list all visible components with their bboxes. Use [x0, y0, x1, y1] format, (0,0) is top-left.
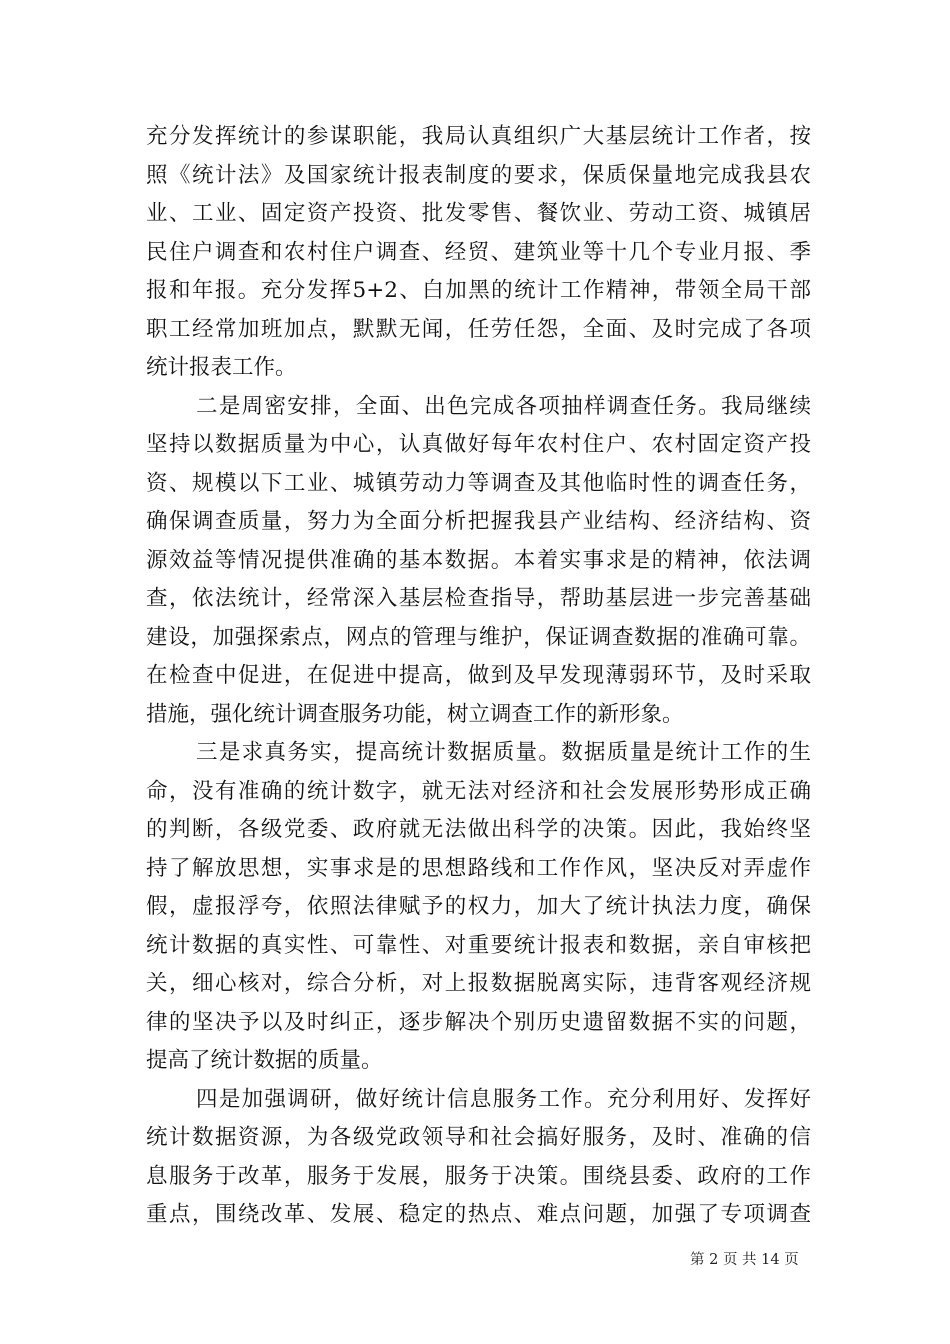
text-line: 三是求真务实，提高统计数据质量。数据质量是统计工作的生	[196, 740, 811, 765]
text-line: 息服务于改革，服务于发展，服务于决策。围绕县委、政府的工作	[146, 1163, 811, 1189]
text-line: 持了解放思想，实事求是的思想路线和工作作风，坚决反对弄虚作	[146, 855, 811, 881]
text-line: 四是加强调研，做好统计信息服务工作。充分利用好、发挥好	[196, 1086, 811, 1112]
text-line: 报和年报。充分发挥5+2、白加黑的统计工作精神，带领全局干部	[146, 278, 811, 303]
text-line: 查，依法统计，经常深入基层检查指导，帮助基层进一步完善基础	[146, 586, 811, 611]
text-line: 措施，强化统计调查服务功能，树立调查工作的新形象。	[146, 701, 684, 727]
text-line: 建设，加强探索点，网点的管理与维护，保证调查数据的准确可靠。	[146, 624, 811, 650]
text-line: 照《统计法》及国家统计报表制度的要求，保质保量地完成我县农	[146, 162, 811, 188]
text-line: 统计报表工作。	[146, 355, 297, 380]
text-line: 统计数据的真实性、可靠性、对重要统计报表和数据，亲自审核把	[146, 932, 811, 958]
text-line: 二是周密安排，全面、出色完成各项抽样调查任务。我局继续	[196, 393, 811, 419]
text-line: 坚持以数据质量为中心，认真做好每年农村住户、农村固定资产投	[146, 432, 811, 457]
text-line: 关，细心核对，综合分析，对上报数据脱离实际，违背客观经济规	[146, 971, 811, 996]
text-line: 重点，围绕改革、发展、稳定的热点、难点问题，加强了专项调查	[146, 1202, 811, 1227]
document-body	[146, 118, 811, 1235]
page-number: 第 2 页 共 14 页	[690, 1252, 799, 1268]
text-line: 业、工业、固定资产投资、批发零售、餐饮业、劳动工资、城镇居	[146, 201, 811, 226]
text-line: 确保调查质量，努力为全面分析把握我县产业结构、经济结构、资	[146, 509, 811, 534]
text-line: 资、规模以下工业、城镇劳动力等调查及其他临时性的调查任务，	[146, 470, 811, 496]
text-line: 源效益等情况提供准确的基本数据。本着实事求是的精神，依法调	[146, 547, 811, 573]
text-line: 提高了统计数据的质量。	[146, 1048, 383, 1073]
text-line: 假，虚报浮夸，依照法律赋予的权力，加大了统计执法力度，确保	[146, 894, 811, 919]
text-line: 在检查中促进，在促进中提高，做到及早发现薄弱环节，及时采取	[146, 663, 811, 688]
text-line: 统计数据资源，为各级党政领导和社会搞好服务，及时、准确的信	[146, 1125, 811, 1150]
text-line: 的判断，各级党委、政府就无法做出科学的决策。因此，我始终坚	[146, 817, 811, 842]
text-line: 民住户调查和农村住户调查、经贸、建筑业等十几个专业月报、季	[146, 239, 811, 265]
text-line: 律的坚决予以及时纠正，逐步解决个别历史遗留数据不实的问题，	[146, 1009, 811, 1035]
text-line: 充分发挥统计的参谋职能，我局认真组织广大基层统计工作者，按	[146, 124, 811, 149]
text-line: 命，没有准确的统计数字，就无法对经济和社会发展形势形成正确	[146, 778, 811, 804]
text-line: 职工经常加班加点，默默无闻，任劳任怨，全面、及时完成了各项	[146, 316, 811, 342]
